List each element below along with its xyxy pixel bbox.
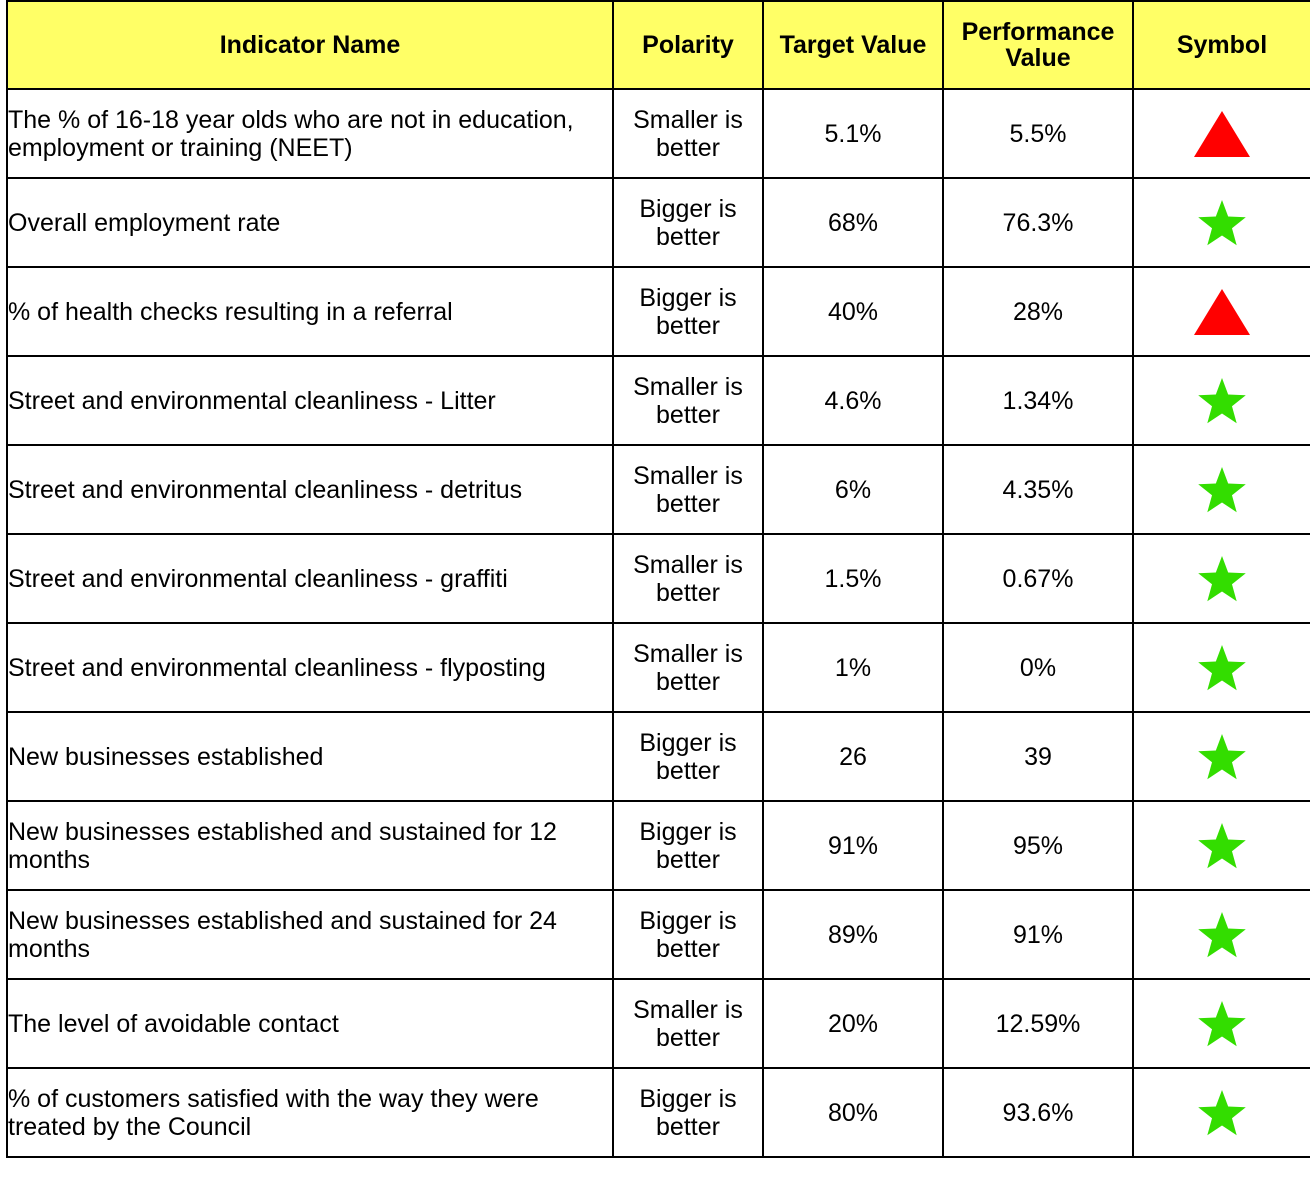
indicator-name-cell: Street and environmental cleanliness - detritus bbox=[7, 445, 613, 534]
indicator-name-cell: Street and environmental cleanliness - Litter bbox=[7, 356, 613, 445]
polarity-cell: Smaller is better bbox=[613, 979, 763, 1068]
indicator-name-cell: % of customers satisfied with the way they were treated by the Council bbox=[7, 1068, 613, 1157]
table-row bbox=[7, 801, 1310, 890]
green-star-icon bbox=[1192, 464, 1252, 516]
target-value-cell: 1.5% bbox=[763, 534, 943, 623]
green-star-icon bbox=[1192, 998, 1252, 1050]
symbol-cell bbox=[1133, 178, 1310, 267]
green-star-icon bbox=[1192, 197, 1252, 249]
target-value-cell: 4.6% bbox=[763, 356, 943, 445]
red-triangle-icon bbox=[1192, 108, 1252, 160]
performance-value-cell: 28% bbox=[943, 267, 1133, 356]
header-polarity: Polarity bbox=[613, 1, 763, 89]
target-value-cell: 5.1% bbox=[763, 89, 943, 178]
header-performance-value: Performance Value bbox=[943, 1, 1133, 89]
target-value-cell: 6% bbox=[763, 445, 943, 534]
green-star-icon bbox=[1192, 731, 1252, 783]
polarity-cell: Smaller is better bbox=[613, 534, 763, 623]
indicator-name-cell: Overall employment rate bbox=[7, 178, 613, 267]
symbol-cell bbox=[1133, 623, 1310, 712]
table-row bbox=[7, 89, 1310, 178]
green-star-icon bbox=[1192, 642, 1252, 694]
symbol-cell bbox=[1133, 712, 1310, 801]
table-row bbox=[7, 178, 1310, 267]
target-value-cell: 1% bbox=[763, 623, 943, 712]
table-row bbox=[7, 890, 1310, 979]
polarity-cell: Bigger is better bbox=[613, 890, 763, 979]
symbol-cell bbox=[1133, 356, 1310, 445]
target-value-cell: 26 bbox=[763, 712, 943, 801]
green-star-icon bbox=[1192, 1087, 1252, 1139]
header-target-value: Target Value bbox=[763, 1, 943, 89]
target-value-cell: 91% bbox=[763, 801, 943, 890]
table-row bbox=[7, 623, 1310, 712]
polarity-cell: Smaller is better bbox=[613, 89, 763, 178]
green-star-icon bbox=[1192, 553, 1252, 605]
target-value-cell: 89% bbox=[763, 890, 943, 979]
performance-value-cell: 76.3% bbox=[943, 178, 1133, 267]
table-row bbox=[7, 979, 1310, 1068]
performance-value-cell: 4.35% bbox=[943, 445, 1133, 534]
header-row bbox=[7, 1, 1310, 89]
header-symbol: Symbol bbox=[1133, 1, 1310, 89]
header-indicator-name: Indicator Name bbox=[7, 1, 613, 89]
performance-value-cell: 5.5% bbox=[943, 89, 1133, 178]
green-star-icon bbox=[1192, 375, 1252, 427]
polarity-cell: Smaller is better bbox=[613, 445, 763, 534]
polarity-cell: Bigger is better bbox=[613, 178, 763, 267]
target-value-cell: 40% bbox=[763, 267, 943, 356]
indicator-name-cell: New businesses established and sustained for 12 months bbox=[7, 801, 613, 890]
symbol-cell bbox=[1133, 534, 1310, 623]
performance-value-cell: 1.34% bbox=[943, 356, 1133, 445]
target-value-cell: 80% bbox=[763, 1068, 943, 1157]
target-value-cell: 68% bbox=[763, 178, 943, 267]
indicator-table bbox=[6, 0, 1310, 1158]
indicator-name-cell: The level of avoidable contact bbox=[7, 979, 613, 1068]
table-row bbox=[7, 534, 1310, 623]
symbol-cell bbox=[1133, 267, 1310, 356]
performance-value-cell: 0% bbox=[943, 623, 1133, 712]
polarity-cell: Smaller is better bbox=[613, 356, 763, 445]
table-row bbox=[7, 267, 1310, 356]
polarity-cell: Bigger is better bbox=[613, 267, 763, 356]
target-value-cell: 20% bbox=[763, 979, 943, 1068]
symbol-cell bbox=[1133, 979, 1310, 1068]
performance-value-cell: 12.59% bbox=[943, 979, 1133, 1068]
symbol-cell bbox=[1133, 1068, 1310, 1157]
table-body bbox=[7, 89, 1310, 1157]
indicator-name-cell: Street and environmental cleanliness - flyposting bbox=[7, 623, 613, 712]
table-row bbox=[7, 445, 1310, 534]
indicator-name-cell: New businesses established and sustained for 24 months bbox=[7, 890, 613, 979]
polarity-cell: Bigger is better bbox=[613, 801, 763, 890]
indicator-name-cell: The % of 16-18 year olds who are not in education, employment or training (NEET) bbox=[7, 89, 613, 178]
table-row bbox=[7, 356, 1310, 445]
table-row bbox=[7, 1068, 1310, 1157]
table-row bbox=[7, 712, 1310, 801]
indicator-name-cell: New businesses established bbox=[7, 712, 613, 801]
polarity-cell: Bigger is better bbox=[613, 712, 763, 801]
symbol-cell bbox=[1133, 445, 1310, 534]
indicator-name-cell: % of health checks resulting in a referral bbox=[7, 267, 613, 356]
green-star-icon bbox=[1192, 820, 1252, 872]
red-triangle-icon bbox=[1192, 286, 1252, 338]
symbol-cell bbox=[1133, 890, 1310, 979]
performance-value-cell: 91% bbox=[943, 890, 1133, 979]
indicator-name-cell: Street and environmental cleanliness - graffiti bbox=[7, 534, 613, 623]
symbol-cell bbox=[1133, 801, 1310, 890]
performance-value-cell: 0.67% bbox=[943, 534, 1133, 623]
performance-value-cell: 93.6% bbox=[943, 1068, 1133, 1157]
polarity-cell: Bigger is better bbox=[613, 1068, 763, 1157]
performance-value-cell: 95% bbox=[943, 801, 1133, 890]
green-star-icon bbox=[1192, 909, 1252, 961]
polarity-cell: Smaller is better bbox=[613, 623, 763, 712]
performance-value-cell: 39 bbox=[943, 712, 1133, 801]
symbol-cell bbox=[1133, 89, 1310, 178]
